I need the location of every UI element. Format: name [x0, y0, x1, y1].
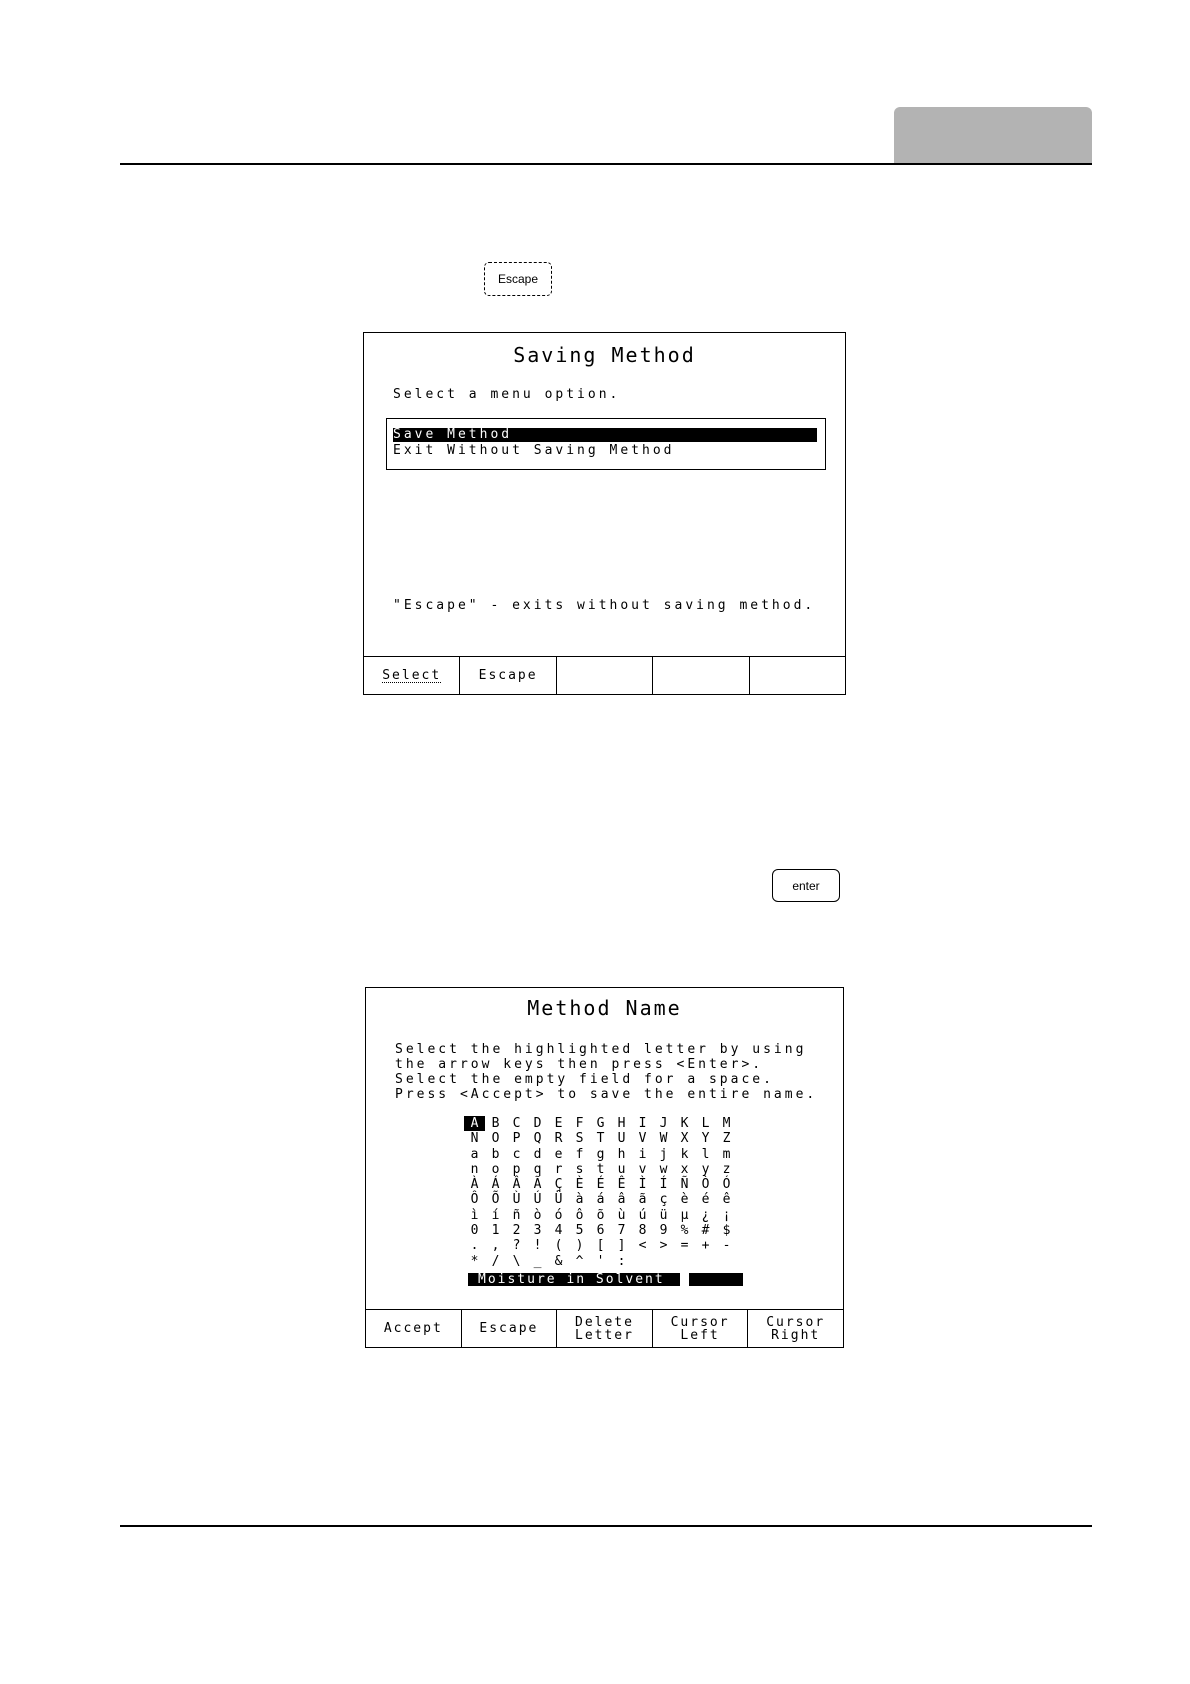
char-key[interactable]: 5: [575, 1223, 584, 1239]
softkey-bar: [366, 1309, 843, 1347]
char-key[interactable]: z: [722, 1161, 731, 1177]
char-key[interactable]: È: [575, 1177, 584, 1193]
method-name-screen: [365, 987, 844, 1348]
char-key[interactable]: ¡: [722, 1207, 731, 1223]
char-key[interactable]: W: [659, 1131, 668, 1147]
char-key[interactable]: ì: [470, 1207, 479, 1223]
softkey-select[interactable]: Select: [382, 667, 442, 683]
char-key[interactable]: í: [491, 1207, 500, 1223]
char-key[interactable]: 8: [638, 1223, 647, 1239]
char-key[interactable]: 7: [617, 1223, 626, 1239]
char-row: [464, 1116, 737, 1131]
char-key[interactable]: &: [554, 1253, 563, 1269]
softkey-5[interactable]: [749, 657, 845, 694]
char-key[interactable]: H: [617, 1116, 626, 1131]
char-key[interactable]: %: [680, 1223, 689, 1239]
char-key[interactable]: -: [722, 1238, 731, 1254]
method-name-field[interactable]: Moisture in Solvent: [468, 1273, 680, 1286]
menu-item-exit-without-saving[interactable]: Exit Without Saving Method: [393, 443, 675, 458]
softkey-accept[interactable]: Accept: [383, 1321, 443, 1336]
softkey-3[interactable]: [556, 657, 652, 694]
char-key[interactable]: L: [701, 1116, 710, 1131]
char-key[interactable]: µ: [680, 1207, 689, 1223]
char-key[interactable]: R: [554, 1131, 563, 1147]
char-key[interactable]: ]: [617, 1238, 626, 1254]
char-key[interactable]: Ù: [512, 1192, 521, 1208]
char-key[interactable]: k: [680, 1146, 689, 1162]
char-key[interactable]: ': [596, 1253, 605, 1269]
screen-prompt: Select a menu option.: [393, 387, 621, 402]
char-key[interactable]: ù: [617, 1207, 626, 1223]
char-key[interactable]: .: [470, 1238, 479, 1254]
char-key[interactable]: N: [470, 1131, 479, 1147]
char-key[interactable]: U: [617, 1131, 626, 1147]
char-key[interactable]: é: [701, 1192, 710, 1208]
softkey-bar: [364, 656, 845, 694]
char-key[interactable]: É: [596, 1177, 605, 1193]
char-row: [464, 1192, 737, 1207]
char-key[interactable]: â: [617, 1192, 626, 1208]
char-key[interactable]: O: [491, 1131, 500, 1147]
char-key[interactable]: /: [491, 1253, 500, 1269]
char-key[interactable]: À: [470, 1177, 479, 1193]
char-row: [464, 1131, 737, 1146]
char-key[interactable]: g: [596, 1146, 605, 1162]
char-key[interactable]: t: [596, 1161, 605, 1177]
char-key[interactable]: T: [596, 1131, 605, 1147]
instruction-line-3: Select the empty field for a space.: [395, 1072, 774, 1087]
char-key[interactable]: Ê: [617, 1177, 626, 1193]
char-key[interactable]: à: [575, 1192, 584, 1208]
char-key[interactable]: ò: [533, 1207, 542, 1223]
screen-title: Saving Method: [513, 343, 696, 367]
char-key[interactable]: F: [575, 1116, 584, 1131]
char-key[interactable]: x: [680, 1161, 689, 1177]
char-key[interactable]: Õ: [491, 1192, 500, 1208]
char-key[interactable]: Í: [659, 1177, 668, 1193]
char-key[interactable]: Ò: [701, 1177, 710, 1193]
char-key[interactable]: <: [638, 1238, 647, 1254]
escape-key[interactable]: Escape: [484, 262, 552, 296]
softkey-cursor-right[interactable]: Cursor Right: [747, 1310, 843, 1347]
char-key[interactable]: K: [680, 1116, 689, 1131]
header-rule: [120, 163, 1092, 165]
char-key[interactable]: ú: [638, 1207, 647, 1223]
char-key[interactable]: Y: [701, 1131, 710, 1147]
space-field[interactable]: [689, 1273, 743, 1286]
char-key[interactable]: V: [638, 1131, 647, 1147]
char-key[interactable]: E: [554, 1116, 563, 1131]
menu-item-save-method[interactable]: Save Method: [393, 428, 817, 442]
softkey-cursor-left[interactable]: Cursor Left: [652, 1310, 748, 1347]
char-key[interactable]: (: [554, 1238, 563, 1254]
char-key[interactable]: ü: [659, 1207, 668, 1223]
char-key[interactable]: J: [659, 1116, 668, 1131]
screen-hint: "Escape" - exits without saving method.: [393, 598, 816, 613]
char-key[interactable]: m: [722, 1146, 731, 1162]
char-key[interactable]: 4: [554, 1223, 563, 1239]
char-key[interactable]: B: [491, 1116, 500, 1131]
char-key[interactable]: s: [575, 1161, 584, 1177]
char-key[interactable]: ,: [491, 1238, 500, 1254]
char-key[interactable]: a: [470, 1146, 479, 1162]
char-key[interactable]: Ô: [470, 1192, 479, 1208]
char-key[interactable]: 3: [533, 1223, 542, 1239]
char-key[interactable]: ó: [554, 1207, 563, 1223]
char-row: [464, 1177, 737, 1192]
header-tab: [894, 107, 1092, 163]
char-key[interactable]: d: [533, 1146, 542, 1162]
char-key[interactable]: Z: [722, 1131, 731, 1147]
char-key[interactable]: Ç: [554, 1177, 563, 1193]
char-key[interactable]: n: [470, 1161, 479, 1177]
char-key[interactable]: 1: [491, 1223, 500, 1239]
footer-rule: [120, 1525, 1092, 1527]
char-key[interactable]: 2: [512, 1223, 521, 1239]
char-row: [464, 1223, 737, 1238]
char-key[interactable]: P: [512, 1131, 521, 1147]
char-key[interactable]: I: [638, 1116, 647, 1131]
character-grid: [464, 1116, 737, 1269]
char-key[interactable]: Ã: [533, 1177, 542, 1193]
char-row: [464, 1147, 737, 1162]
char-row: [464, 1208, 737, 1223]
char-key[interactable]: =: [680, 1238, 689, 1254]
char-row: [464, 1238, 737, 1253]
char-key[interactable]: è: [680, 1192, 689, 1208]
char-key[interactable]: u: [617, 1161, 626, 1177]
char-key[interactable]: 0: [470, 1223, 479, 1239]
char-key[interactable]: j: [659, 1146, 668, 1162]
char-key[interactable]: G: [596, 1116, 605, 1131]
char-key[interactable]: Q: [533, 1131, 542, 1147]
char-key[interactable]: >: [659, 1238, 668, 1254]
char-key[interactable]: [: [596, 1238, 605, 1254]
char-key[interactable]: y: [701, 1161, 710, 1177]
char-key[interactable]: Ì: [638, 1177, 647, 1193]
instruction-line-4: Press <Accept> to save the entire name.: [395, 1087, 818, 1102]
char-key[interactable]: ): [575, 1238, 584, 1254]
char-row: [464, 1254, 737, 1269]
char-key[interactable]: r: [554, 1161, 563, 1177]
char-key[interactable]: Á: [491, 1177, 500, 1193]
char-key[interactable]: :: [617, 1253, 626, 1269]
char-key[interactable]: *: [470, 1253, 479, 1269]
char-key[interactable]: v: [638, 1161, 647, 1177]
char-key[interactable]: e: [554, 1146, 563, 1162]
char-key[interactable]: ô: [575, 1207, 584, 1223]
char-key[interactable]: l: [701, 1146, 710, 1162]
char-key[interactable]: õ: [596, 1207, 605, 1223]
char-key[interactable]: i: [638, 1146, 647, 1162]
char-key[interactable]: ç: [659, 1192, 668, 1208]
char-key[interactable]: p: [512, 1161, 521, 1177]
menu-list: [386, 418, 826, 470]
char-key[interactable]: 9: [659, 1223, 668, 1239]
char-key[interactable]: D: [533, 1116, 542, 1131]
char-key[interactable]: #: [701, 1223, 710, 1239]
saving-method-screen: [363, 332, 846, 695]
char-key[interactable]: X: [680, 1131, 689, 1147]
char-key[interactable]: !: [533, 1238, 542, 1254]
char-key[interactable]: _: [533, 1253, 542, 1269]
softkey-delete-letter[interactable]: Delete Letter: [556, 1310, 652, 1347]
char-key[interactable]: ñ: [512, 1207, 521, 1223]
char-key[interactable]: h: [617, 1146, 626, 1162]
char-key[interactable]: ã: [638, 1192, 647, 1208]
char-key[interactable]: ¿: [701, 1207, 710, 1223]
char-key[interactable]: Ñ: [680, 1177, 689, 1193]
instruction-line-1: Select the highlighted letter by using: [395, 1042, 807, 1057]
softkey-escape[interactable]: Escape: [459, 657, 555, 694]
char-row: [464, 1162, 737, 1177]
char-key[interactable]: o: [491, 1161, 500, 1177]
char-key[interactable]: ê: [722, 1192, 731, 1208]
softkey-escape[interactable]: Escape: [461, 1310, 557, 1347]
char-key[interactable]: c: [512, 1146, 521, 1162]
char-key[interactable]: Ü: [554, 1192, 563, 1208]
softkey-4[interactable]: [652, 657, 748, 694]
char-key[interactable]: b: [491, 1146, 500, 1162]
char-key[interactable]: q: [533, 1161, 542, 1177]
instruction-line-2: the arrow keys then press <Enter>.: [395, 1057, 764, 1072]
char-key[interactable]: +: [701, 1238, 710, 1254]
char-key[interactable]: Ó: [722, 1177, 731, 1193]
screen-title: Method Name: [527, 996, 682, 1020]
char-key[interactable]: 6: [596, 1223, 605, 1239]
char-key[interactable]: Ú: [533, 1192, 542, 1208]
char-key[interactable]: S: [575, 1131, 584, 1147]
char-key[interactable]: A: [464, 1116, 485, 1131]
char-key[interactable]: á: [596, 1192, 605, 1208]
enter-key[interactable]: enter: [772, 869, 840, 902]
char-key[interactable]: w: [659, 1161, 668, 1177]
char-key[interactable]: ^: [575, 1253, 584, 1269]
char-key[interactable]: ?: [512, 1238, 521, 1254]
char-key[interactable]: Â: [512, 1177, 521, 1193]
char-key[interactable]: \: [512, 1253, 521, 1269]
char-key[interactable]: f: [575, 1146, 584, 1162]
char-key[interactable]: C: [512, 1116, 521, 1131]
char-key[interactable]: $: [722, 1223, 731, 1239]
char-key[interactable]: M: [722, 1116, 731, 1131]
